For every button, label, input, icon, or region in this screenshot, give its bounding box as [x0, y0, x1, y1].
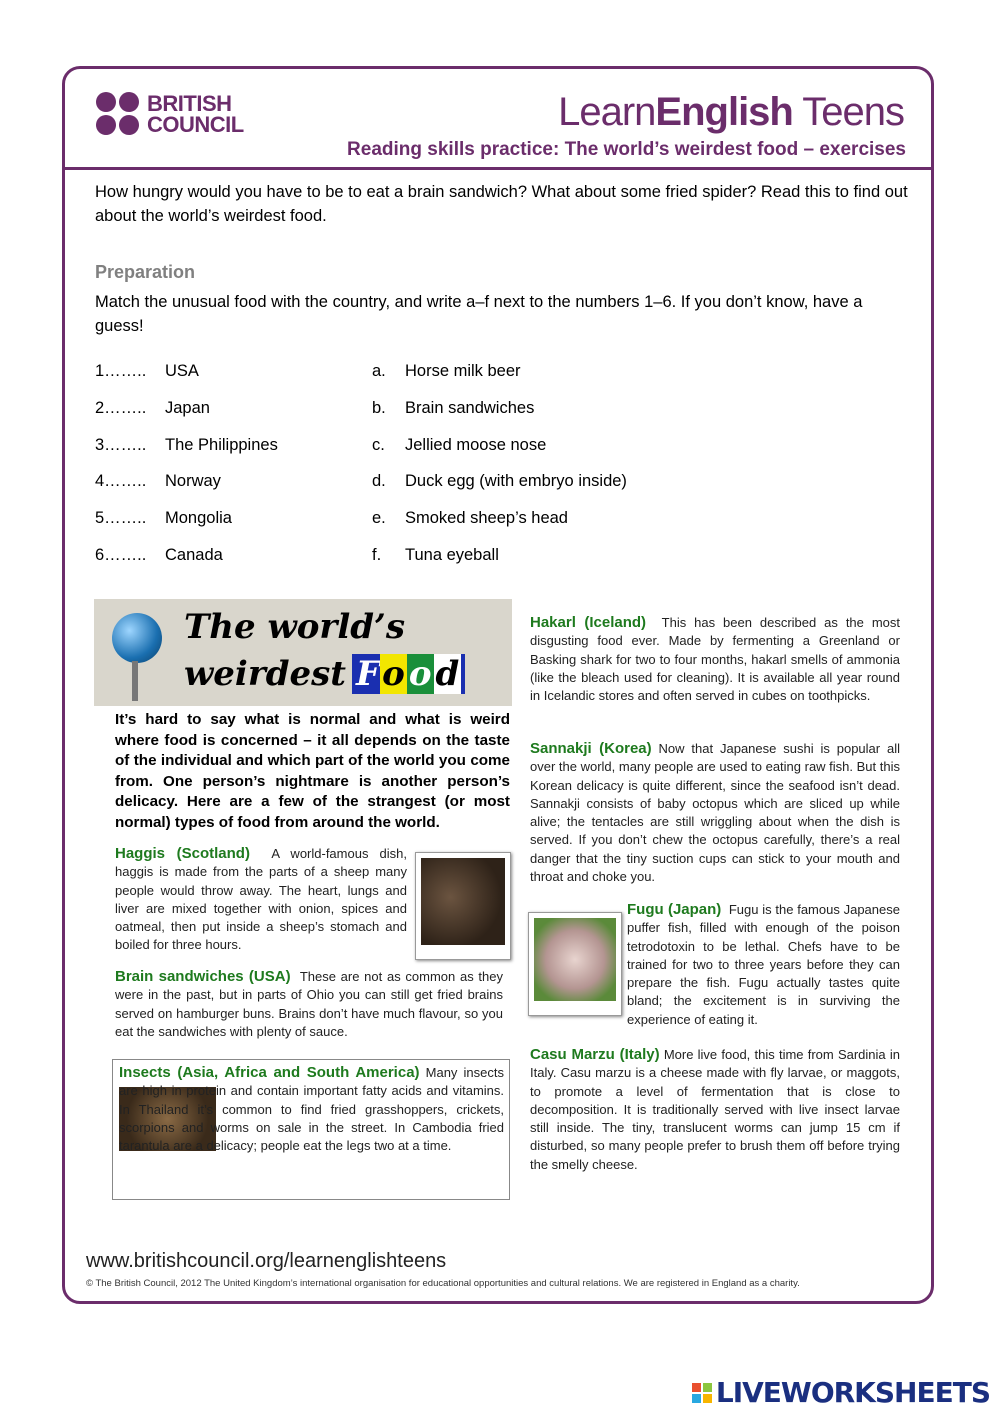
country: Japan — [165, 398, 210, 417]
british-council-logo — [96, 92, 244, 135]
haggis-text: A world-famous dish, haggis is made from the parts of a sheep many people would throw away. The heart, lungs and liver are mixed together with onion, spices and oatmeal, then put inside a sheep’s stomach and boiled for three hours. — [115, 846, 407, 953]
banner-letter: F — [355, 654, 381, 694]
globe-icon — [112, 613, 162, 663]
footer-copyright: © The British Council, 2012 The United Kingdom’s international organisation for educational opportunities and cultural relations. We are registered in England as a charity. — [86, 1278, 800, 1289]
food-option: Duck egg (with embryo inside) — [405, 472, 627, 491]
food-option: Smoked sheep’s head — [405, 509, 568, 528]
sannakji-section — [530, 740, 900, 886]
match-row — [95, 362, 695, 399]
sannakji-text: Now that Japanese sushi is popular all over the world, many people are used to eating raw fish. But this Korean delicacy is quite different, since the seafood isn’t dead. Sannakji consists of baby octopus which are sliced up while alive; the tentacles are still wriggling about when the dish is served. If you don’t chew the octopus carefully, there’s a real danger that the tiny suction cups can stick to your mouth and throat and choke you. — [530, 741, 900, 885]
haggis-heading: Haggis (Scotland) — [115, 845, 250, 862]
country: Canada — [165, 545, 223, 564]
haggis-photo — [415, 852, 511, 960]
fugu-photo — [528, 912, 622, 1016]
le-part1: Learn — [558, 90, 656, 134]
country: USA — [165, 362, 199, 380]
article-banner — [94, 599, 512, 706]
answer-blank[interactable]: 3…….. — [95, 435, 147, 454]
header-divider — [62, 167, 934, 170]
brain-text: These are not as common as they were in the past, but in parts of Ohio you can still get fried brains served on hamburger buns. Brains don’t have much flavour, so you eat the sandwiches with plenty of sauce. — [115, 969, 504, 1039]
option-letter: f. — [372, 545, 382, 564]
casu-text: More live food, this time from Sardinia in Italy. Casu marzu is a cheese made with fly larvae, or maggots, to promote a level of fermentation that is close to decomposition. It is traditionally served with live insect larvae still inside. The tiny, translucent worms can jump 15 cm if disturbed, so many people prefer to brush them off before trying the smelly cheese. — [530, 1047, 900, 1172]
insects-section — [119, 1064, 504, 1155]
country: The Philippines — [165, 435, 278, 454]
brain-heading: Brain sandwiches (USA) — [115, 968, 291, 985]
casu-section — [530, 1046, 900, 1174]
food-option: Brain sandwiches — [405, 398, 535, 417]
fork-icon — [132, 661, 138, 701]
page-subtitle: Reading skills practice: The world’s weirdest food – exercises — [347, 139, 906, 160]
bc-dots-icon — [96, 92, 139, 135]
bc-line1: BRITISH — [147, 90, 232, 116]
le-part3: Teens — [792, 90, 904, 134]
learnenglish-teens-logo — [558, 90, 904, 135]
matching-list — [95, 362, 695, 583]
bc-line2: COUNCIL — [147, 111, 244, 137]
answer-blank[interactable]: 1…….. — [95, 362, 147, 380]
hakarl-text: This has been described as the most disgusting food ever. Made by fermenting a Greenland or Basking shark for two to four months, hakarl smells of ammonia (like the bleach used for cleaning). It is available all year round in Icelandic stores and often served in cubes on toothpicks. — [530, 615, 900, 704]
option-letter: e. — [372, 509, 386, 528]
preparation-instructions: Match the unusual food with the country, and write a–f next to the numbers 1–6. If you don’t know, have a guess! — [95, 293, 863, 335]
food-option: Horse milk beer — [405, 362, 521, 380]
banner-title-line2 — [184, 654, 465, 694]
country: Norway — [165, 472, 221, 491]
banner-letter: o — [408, 654, 432, 694]
banner-letter: d — [435, 654, 460, 694]
casu-heading: Casu Marzu (Italy) — [530, 1046, 660, 1063]
food-option: Jellied moose nose — [405, 435, 547, 454]
option-letter: c. — [372, 435, 385, 454]
match-row — [95, 399, 695, 436]
insects-text: Many insects are high in protein and contain important fatty acids and vitamins. In Thailand it’s common to find fried grasshoppers, crickets, scorpions and worms on sale in the street. In Cambodia fried tarantula are a delicacy; people eat the legs two at a time. — [119, 1065, 504, 1154]
liveworksheets-icon — [692, 1383, 712, 1403]
match-row — [95, 546, 695, 583]
banner-letter: o — [382, 654, 405, 694]
food-option: Tuna eyeball — [405, 545, 499, 564]
option-letter: b. — [372, 398, 386, 417]
country: Mongolia — [165, 509, 232, 528]
le-part2: English — [655, 90, 793, 134]
match-row — [95, 509, 695, 546]
answer-blank[interactable]: 5…….. — [95, 509, 147, 528]
match-row — [95, 472, 695, 509]
footer-url[interactable]: www.britishcouncil.org/learnenglishteens — [86, 1250, 447, 1272]
option-letter: a. — [372, 362, 386, 380]
fugu-heading: Fugu (Japan) — [627, 901, 722, 918]
liveworksheets-logo — [692, 1376, 990, 1409]
hakarl-section — [530, 614, 900, 705]
preparation-heading: Preparation — [95, 262, 196, 282]
banner-title-line1: The world’s — [184, 607, 406, 647]
option-letter: d. — [372, 472, 386, 491]
banner-food-word — [352, 654, 465, 694]
banner-weirdest: weirdest — [184, 654, 346, 694]
brain-section — [115, 968, 503, 1041]
insects-heading: Insects (Asia, Africa and South America) — [119, 1064, 420, 1081]
intro-text: How hungry would you have to be to eat a brain sandwich? What about some fried spider? Read this to find out about the world’s weirdest food. — [95, 183, 908, 225]
answer-blank[interactable]: 6…….. — [95, 545, 147, 564]
sannakji-heading: Sannakji (Korea) — [530, 740, 652, 757]
answer-blank[interactable]: 2…….. — [95, 398, 147, 417]
article-lead: It’s hard to say what is normal and what is weird where food is concerned – it all depends on the taste of the individual and which part of the world you come from. One person’s nightmare is another person’s delicacy. Here are a few of the strangest (or most normal) types of food from around the world. — [115, 711, 510, 831]
haggis-section — [115, 845, 407, 955]
fugu-text: Fugu is the famous Japanese puffer fish, filled with enough of the poison tetrodotoxin to be lethal. Chefs have to be trained for two to three years before they can prepare the fish. Fugu actually tastes quite bland; the excitement is in surviving the experience of eating it. — [627, 902, 900, 1027]
liveworksheets-text: LIVEWORKSHEETS — [715, 1376, 990, 1409]
hakarl-heading: Hakarl (Iceland) — [530, 614, 647, 631]
match-row — [95, 436, 695, 473]
answer-blank[interactable]: 4…….. — [95, 472, 147, 491]
fugu-section — [627, 901, 900, 1029]
